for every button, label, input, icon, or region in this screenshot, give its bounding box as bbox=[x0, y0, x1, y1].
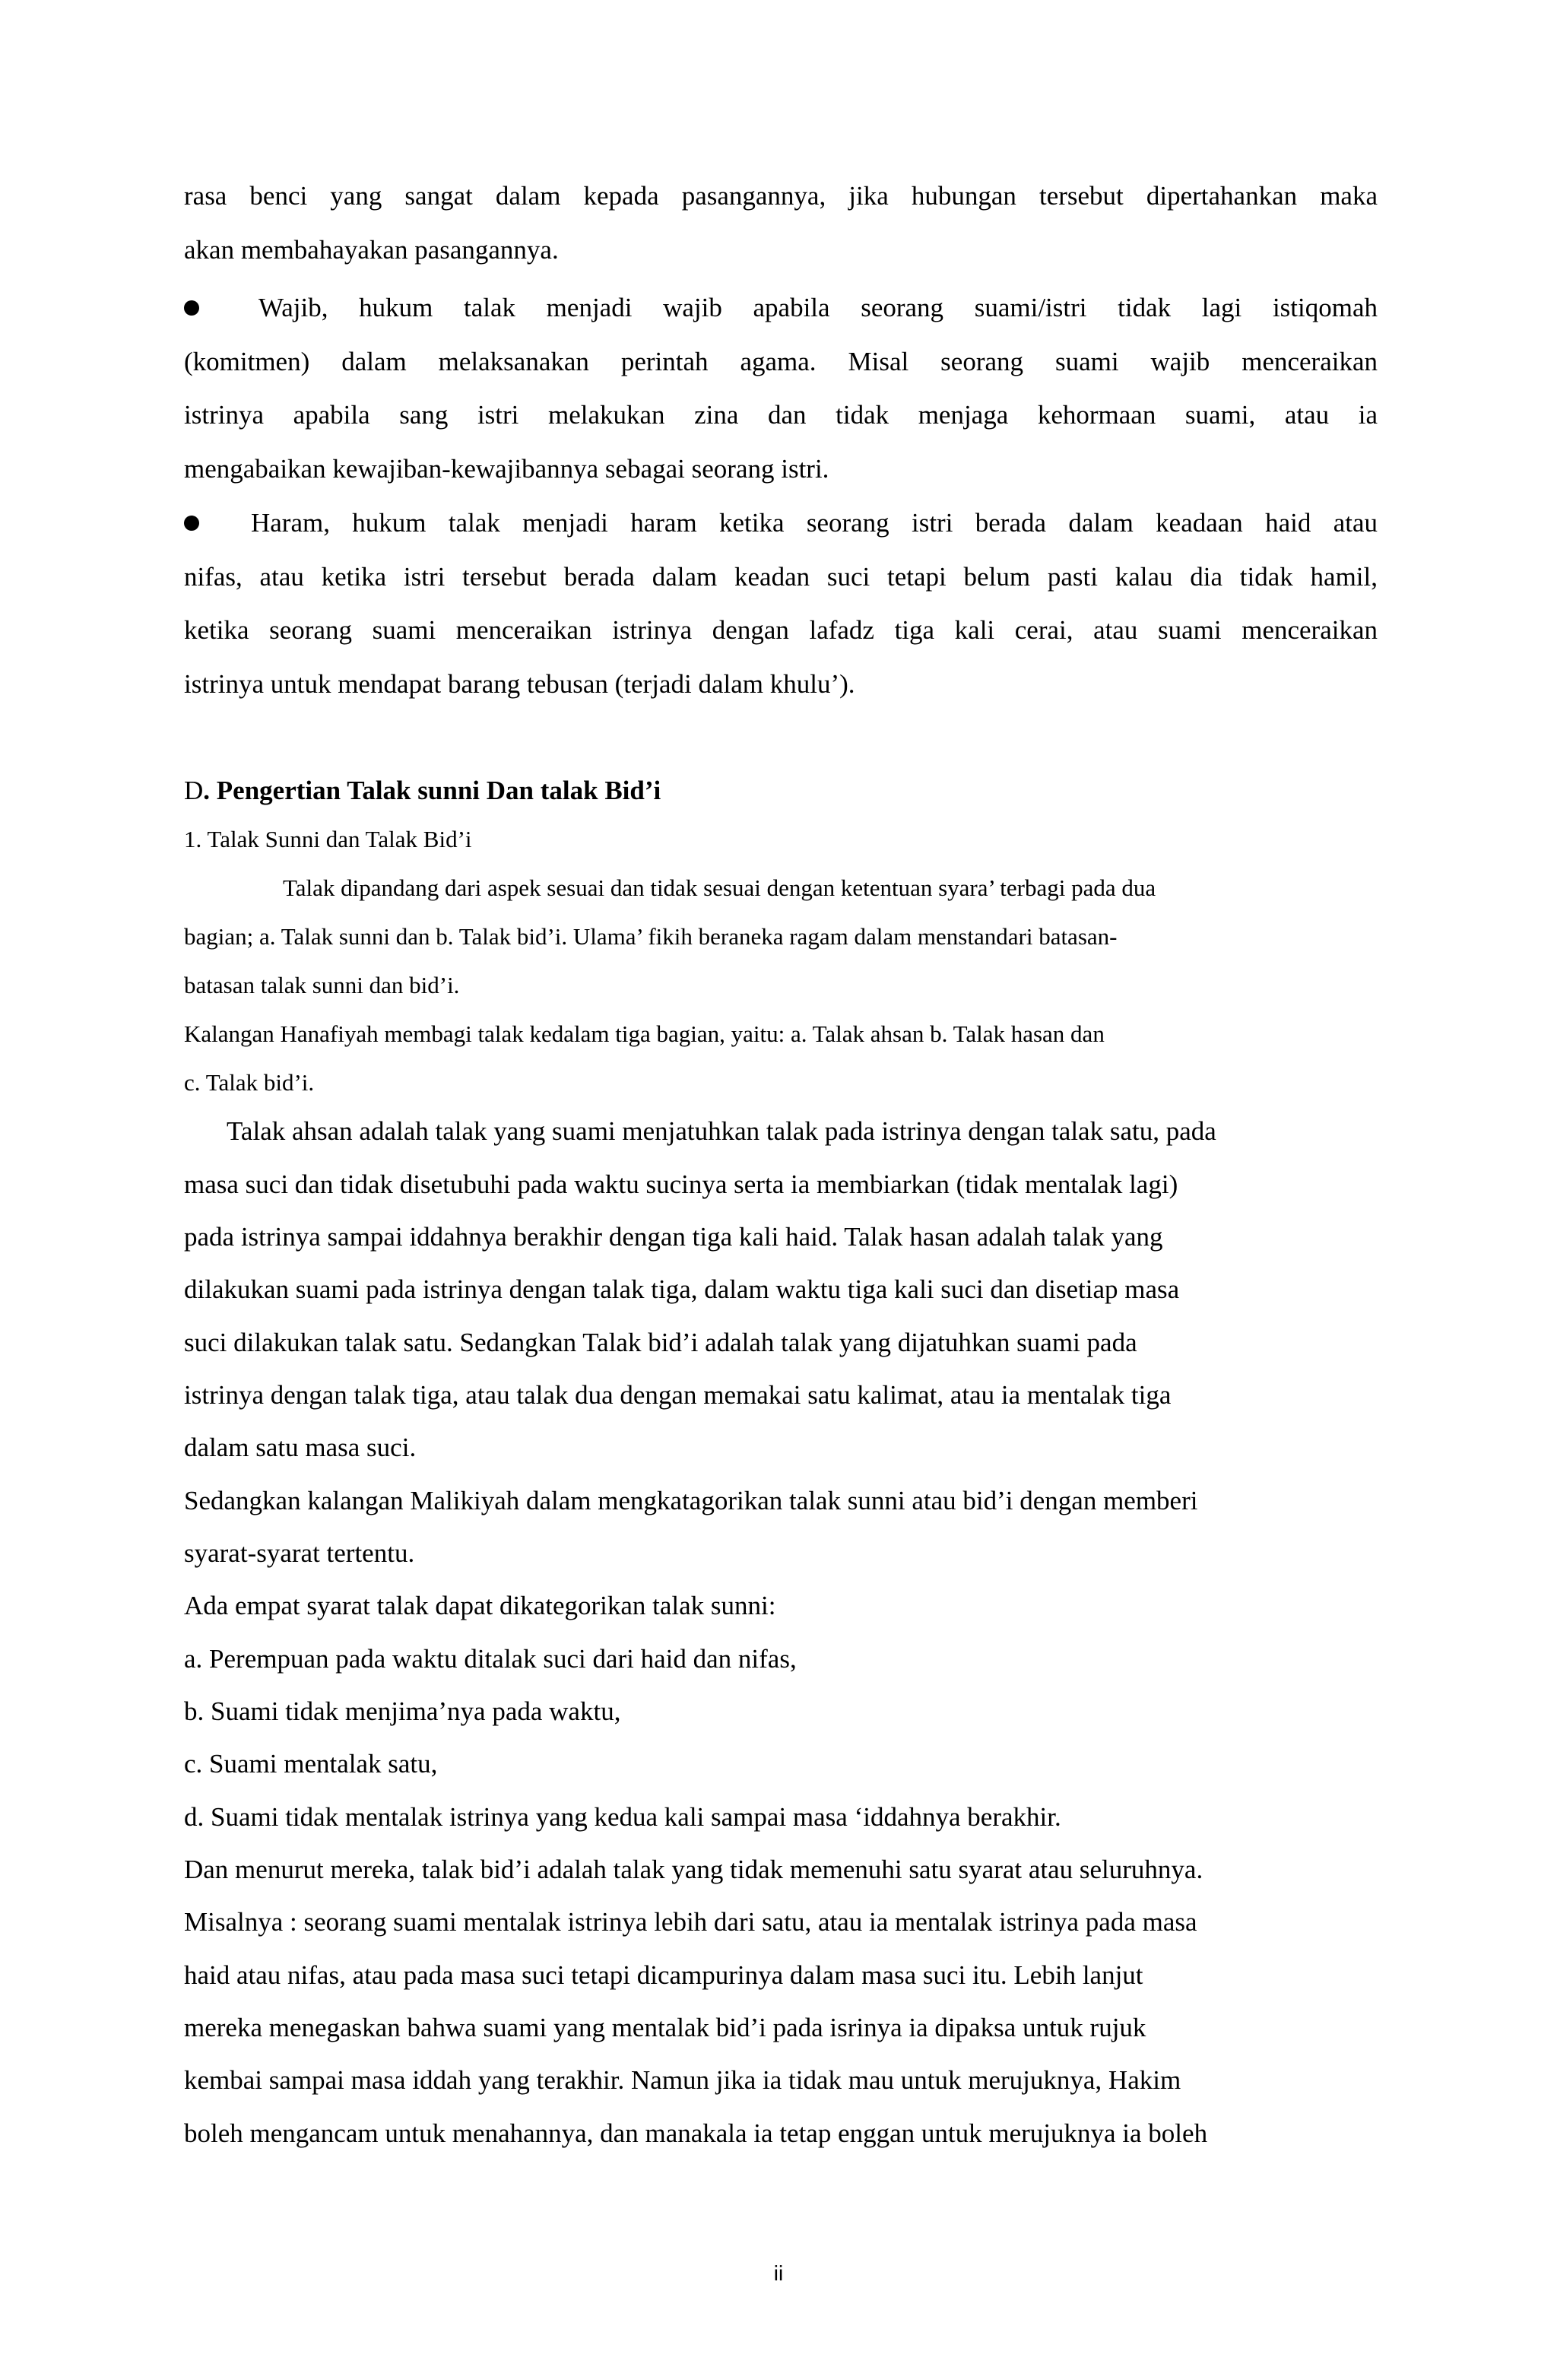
paragraph-line: c. Talak bid’i. bbox=[184, 1069, 315, 1096]
paragraph-line: ketika seorang suami menceraikan istrinya dengan lafadz tiga kali cerai, atau suami menceraikan bbox=[184, 615, 1378, 645]
paragraph-line: istrinya untuk mendapat barang tebusan (terjadi dalam khulu’). bbox=[184, 669, 855, 699]
paragraph-line: kembai sampai masa iddah yang terakhir. Namun jika ia tidak mau untuk merujuknya, Hakim bbox=[184, 2065, 1181, 2095]
paragraph-line: nifas, atau ketika istri tersebut berada dalam keadan suci tetapi belum pasti kalau dia tidak hamil, bbox=[184, 562, 1378, 592]
paragraph-line: dilakukan suami pada istrinya dengan talak tiga, dalam waktu tiga kali suci dan disetiap masa bbox=[184, 1274, 1180, 1304]
bullet-item-wajib: Wajib, hukum talak menjadi wajib apabila seorang suami/istri tidak lagi istiqomah bbox=[258, 293, 1378, 322]
section-heading bbox=[184, 774, 661, 808]
list-item: a. Perempuan pada waktu ditalak suci dari haid dan nifas, bbox=[184, 1644, 797, 1674]
paragraph-line: bagian; a. Talak sunni dan b. Talak bid’i. Ulama’ fikih beraneka ragam dalam menstandari batasan- bbox=[184, 923, 1118, 950]
paragraph-line: mengabaikan kewajiban-kewajibannya sebagai seorang istri. bbox=[184, 454, 829, 484]
paragraph-line: rasa benci yang sangat dalam kepada pasangannya, jika hubungan tersebut dipertahankan maka bbox=[184, 181, 1378, 211]
paragraph-line: pada istrinya sampai iddahnya berakhir dengan tiga kali haid. Talak hasan adalah talak yang bbox=[184, 1222, 1163, 1252]
paragraph-line: Dan menurut mereka, talak bid’i adalah talak yang tidak memenuhi satu syarat atau seluruhnya. bbox=[184, 1855, 1203, 1884]
paragraph-line: Sedangkan kalangan Malikiyah dalam mengkatagorikan talak sunni atau bid’i dengan memberi bbox=[184, 1486, 1198, 1515]
page-number: ii bbox=[773, 2261, 784, 2285]
paragraph-line: mereka menegaskan bahwa suami yang mentalak bid’i pada isrinya ia dipaksa untuk rujuk bbox=[184, 2013, 1146, 2042]
paragraph-line: Talak dipandang dari aspek sesuai dan tidak sesuai dengan ketentuan syara’ terbagi pada dua bbox=[283, 874, 1156, 901]
list-item: c. Suami mentalak satu, bbox=[184, 1749, 438, 1779]
paragraph-line: Kalangan Hanafiyah membagi talak kedalam tiga bagian, yaitu: a. Talak ahsan b. Talak hasan dan bbox=[184, 1020, 1105, 1047]
section-letter: D bbox=[184, 776, 204, 805]
paragraph-line: masa suci dan tidak disetubuhi pada waktu sucinya serta ia membiarkan (tidak mentalak lagi) bbox=[184, 1169, 1178, 1199]
paragraph-line: akan membahayakan pasangannya. bbox=[184, 235, 559, 265]
paragraph-line: Ada empat syarat talak dapat dikategorikan talak sunni: bbox=[184, 1591, 776, 1620]
paragraph-line: Misalnya : seorang suami mentalak istrinya lebih dari satu, atau ia mentalak istrinya pada masa bbox=[184, 1907, 1197, 1937]
paragraph-line: haid atau nifas, atau pada masa suci tetapi dicampurinya dalam masa suci itu. Lebih lanjut bbox=[184, 1960, 1143, 1990]
paragraph-line: boleh mengancam untuk menahannya, dan manakala ia tetap enggan untuk merujuknya ia boleh bbox=[184, 2118, 1208, 2148]
paragraph-line: istrinya apabila sang istri melakukan zina dan tidak menjaga kehormaan suami, atau ia bbox=[184, 400, 1378, 430]
paragraph-line: syarat-syarat tertentu. bbox=[184, 1538, 415, 1568]
list-item: d. Suami tidak mentalak istrinya yang kedua kali sampai masa ‘iddahnya berakhir. bbox=[184, 1802, 1061, 1832]
paragraph-line: Talak ahsan adalah talak yang suami menjatuhkan talak pada istrinya dengan talak satu, pada bbox=[227, 1116, 1216, 1146]
paragraph-line: (komitmen) dalam melaksanakan perintah agama. Misal seorang suami wajib menceraikan bbox=[184, 347, 1378, 376]
paragraph-line: istrinya dengan talak tiga, atau talak dua dengan memakai satu kalimat, atau ia mentalak tiga bbox=[184, 1380, 1172, 1410]
paragraph-line: dalam satu masa suci. bbox=[184, 1433, 417, 1462]
bullet-icon bbox=[184, 300, 199, 316]
paragraph-line: suci dilakukan talak satu. Sedangkan Talak bid’i adalah talak yang dijatuhkan suami pada bbox=[184, 1328, 1137, 1357]
paragraph-line: batasan talak sunni dan bid’i. bbox=[184, 972, 460, 998]
section-title: . Pengertian Talak sunni Dan talak Bid’i bbox=[203, 776, 661, 805]
bullet-icon bbox=[184, 516, 199, 531]
bullet-item-haram: Haram, hukum talak menjadi haram ketika seorang istri berada dalam keadaan haid atau bbox=[251, 508, 1378, 538]
list-item: b. Suami tidak menjima’nya pada waktu, bbox=[184, 1696, 621, 1726]
subheading: 1. Talak Sunni dan Talak Bid’i bbox=[184, 826, 472, 852]
